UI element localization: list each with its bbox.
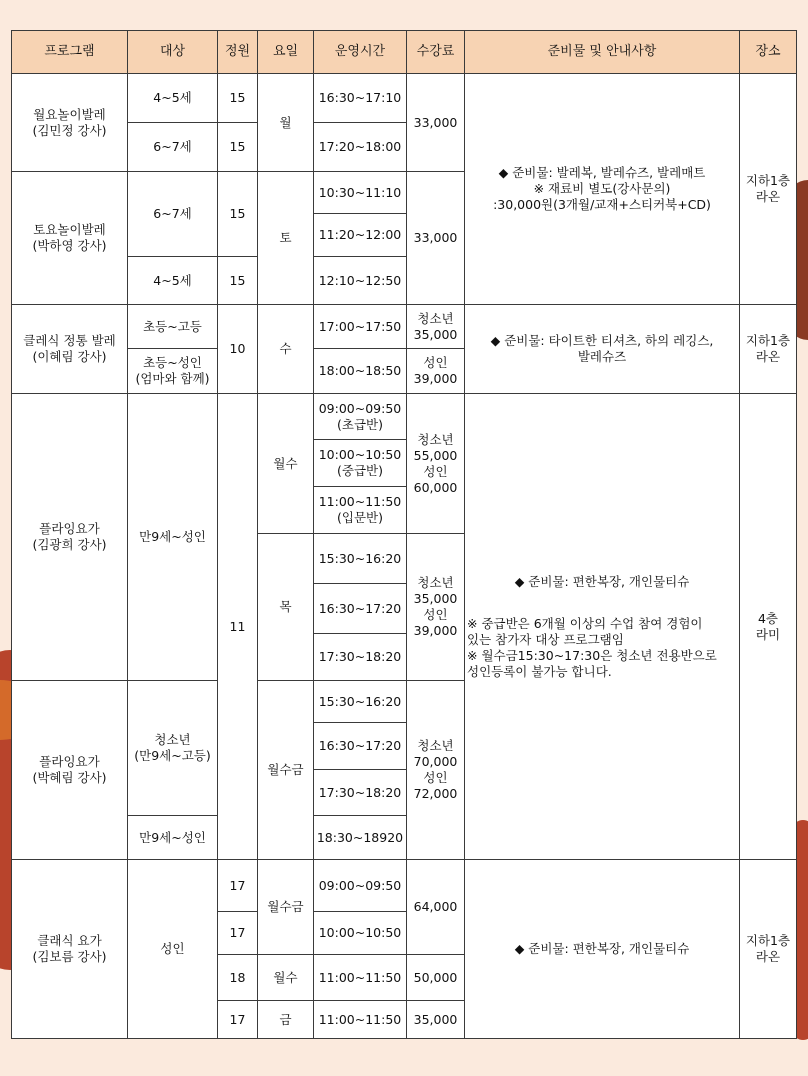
fee-cell: 성인 39,000	[407, 349, 465, 394]
place-cell: 지하1층 라온	[740, 860, 797, 1039]
time-cell: 11:00~11:50	[314, 1001, 407, 1039]
time-cell: 11:00~11:50	[314, 955, 407, 1001]
capacity-cell: 15	[218, 257, 258, 305]
yoga-notes-main: ◆ 준비물: 편한복장, 개인물티슈	[514, 573, 690, 589]
target-cell: 4~5세	[128, 74, 218, 123]
time-cell: 09:00~09:50 (초급반)	[314, 394, 407, 440]
capacity-cell: 15	[218, 172, 258, 257]
day-cell: 월수	[258, 394, 314, 534]
day-cell: 월수금	[258, 860, 314, 955]
fee-cell: 청소년 55,000 성인 60,000	[407, 394, 465, 534]
time-cell: 18:00~18:50	[314, 349, 407, 394]
fee-cell: 64,000	[407, 860, 465, 955]
header-place: 장소	[740, 31, 797, 74]
time-cell: 17:30~18:20	[314, 634, 407, 681]
time-cell: 15:30~16:20	[314, 534, 407, 584]
header-time: 운영시간	[314, 31, 407, 74]
day-cell: 월수금	[258, 681, 314, 860]
day-cell: 월	[258, 74, 314, 172]
place-cell: 지하1층 라온	[740, 74, 797, 305]
notes-cell: ◆ 준비물: 발레복, 발레슈즈, 발레매트 ※ 재료비 별도(강사문의) :30,000원(3개월/교재+스티커북+CD)	[465, 74, 740, 305]
time-cell: 10:00~10:50	[314, 912, 407, 955]
time-cell: 11:20~12:00	[314, 214, 407, 257]
time-cell: 09:00~09:50	[314, 860, 407, 912]
fee-cell: 33,000	[407, 74, 465, 172]
fee-cell: 50,000	[407, 955, 465, 1001]
time-cell: 15:30~16:20	[314, 681, 407, 723]
day-cell: 토	[258, 172, 314, 305]
fee-cell: 청소년 35,000 성인 39,000	[407, 534, 465, 681]
notes-cell: ◆ 준비물: 편한복장, 개인물티슈	[465, 860, 740, 1039]
day-cell: 금	[258, 1001, 314, 1039]
day-cell: 수	[258, 305, 314, 394]
yoga-notes-sub: ※ 중급반은 6개월 이상의 수업 참여 경험이 있는 참가자 대상 프로그램임 ※ 월수금15:30~17:30은 청소년 전용반으로 성인등록이 불가능 합니다.	[467, 615, 717, 679]
time-cell: 16:30~17:10	[314, 74, 407, 123]
table-row	[12, 74, 797, 123]
header-program: 프로그램	[12, 31, 128, 74]
program-name: 플라잉요가 (박혜림 강사)	[12, 681, 128, 860]
time-cell: 16:30~17:20	[314, 584, 407, 634]
capacity-cell: 10	[218, 305, 258, 394]
capacity-cell: 15	[218, 74, 258, 123]
time-cell: 17:30~18:20	[314, 770, 407, 816]
place-cell: 지하1층 라온	[740, 305, 797, 394]
notes-cell	[465, 394, 740, 860]
fee-cell: 33,000	[407, 172, 465, 305]
place-cell: 4층 라미	[740, 394, 797, 860]
program-name: 클레식 정통 발레 (이혜림 강사)	[12, 305, 128, 394]
target-cell: 성인	[128, 860, 218, 1039]
program-name: 월요놀이발레 (김민정 강사)	[12, 74, 128, 172]
table-row	[12, 860, 797, 912]
target-cell: 4~5세	[128, 257, 218, 305]
target-cell: 초등~성인 (엄마와 함께)	[128, 349, 218, 394]
capacity-cell: 11	[218, 394, 258, 860]
time-cell: 10:30~11:10	[314, 172, 407, 214]
header-target: 대상	[128, 31, 218, 74]
time-cell: 17:00~17:50	[314, 305, 407, 349]
header-fee: 수강료	[407, 31, 465, 74]
table-row	[12, 394, 797, 440]
header-notes: 준비물 및 안내사항	[465, 31, 740, 74]
program-name: 토요놀이발레 (박하영 강사)	[12, 172, 128, 305]
target-cell: 초등~고등	[128, 305, 218, 349]
notes-cell: ◆ 준비물: 타이트한 티셔츠, 하의 레깅스, 발레슈즈	[465, 305, 740, 394]
capacity-cell: 15	[218, 123, 258, 172]
program-schedule-table	[11, 30, 797, 1039]
target-cell: 만9세~성인	[128, 816, 218, 860]
time-cell: 10:00~10:50 (중급반)	[314, 440, 407, 487]
target-cell: 6~7세	[128, 123, 218, 172]
capacity-cell: 17	[218, 912, 258, 955]
day-cell: 목	[258, 534, 314, 681]
time-cell: 16:30~17:20	[314, 723, 407, 770]
capacity-cell: 17	[218, 1001, 258, 1039]
day-cell: 월수	[258, 955, 314, 1001]
fee-cell: 35,000	[407, 1001, 465, 1039]
time-cell: 12:10~12:50	[314, 257, 407, 305]
time-cell: 11:00~11:50 (입문반)	[314, 487, 407, 534]
fee-cell: 청소년 70,000 성인 72,000	[407, 681, 465, 860]
program-name: 플라잉요가 (김광희 강사)	[12, 394, 128, 681]
target-cell: 6~7세	[128, 172, 218, 257]
header-capacity: 정원	[218, 31, 258, 74]
table-header-row	[12, 31, 797, 74]
table-row	[12, 305, 797, 349]
capacity-cell: 17	[218, 860, 258, 912]
program-name: 클래식 요가 (김보름 강사)	[12, 860, 128, 1039]
fee-cell: 청소년 35,000	[407, 305, 465, 349]
time-cell: 18:30~18920	[314, 816, 407, 860]
header-day: 요일	[258, 31, 314, 74]
target-cell: 청소년 (만9세~고등)	[128, 681, 218, 816]
target-cell: 만9세~성인	[128, 394, 218, 681]
capacity-cell: 18	[218, 955, 258, 1001]
time-cell: 17:20~18:00	[314, 123, 407, 172]
